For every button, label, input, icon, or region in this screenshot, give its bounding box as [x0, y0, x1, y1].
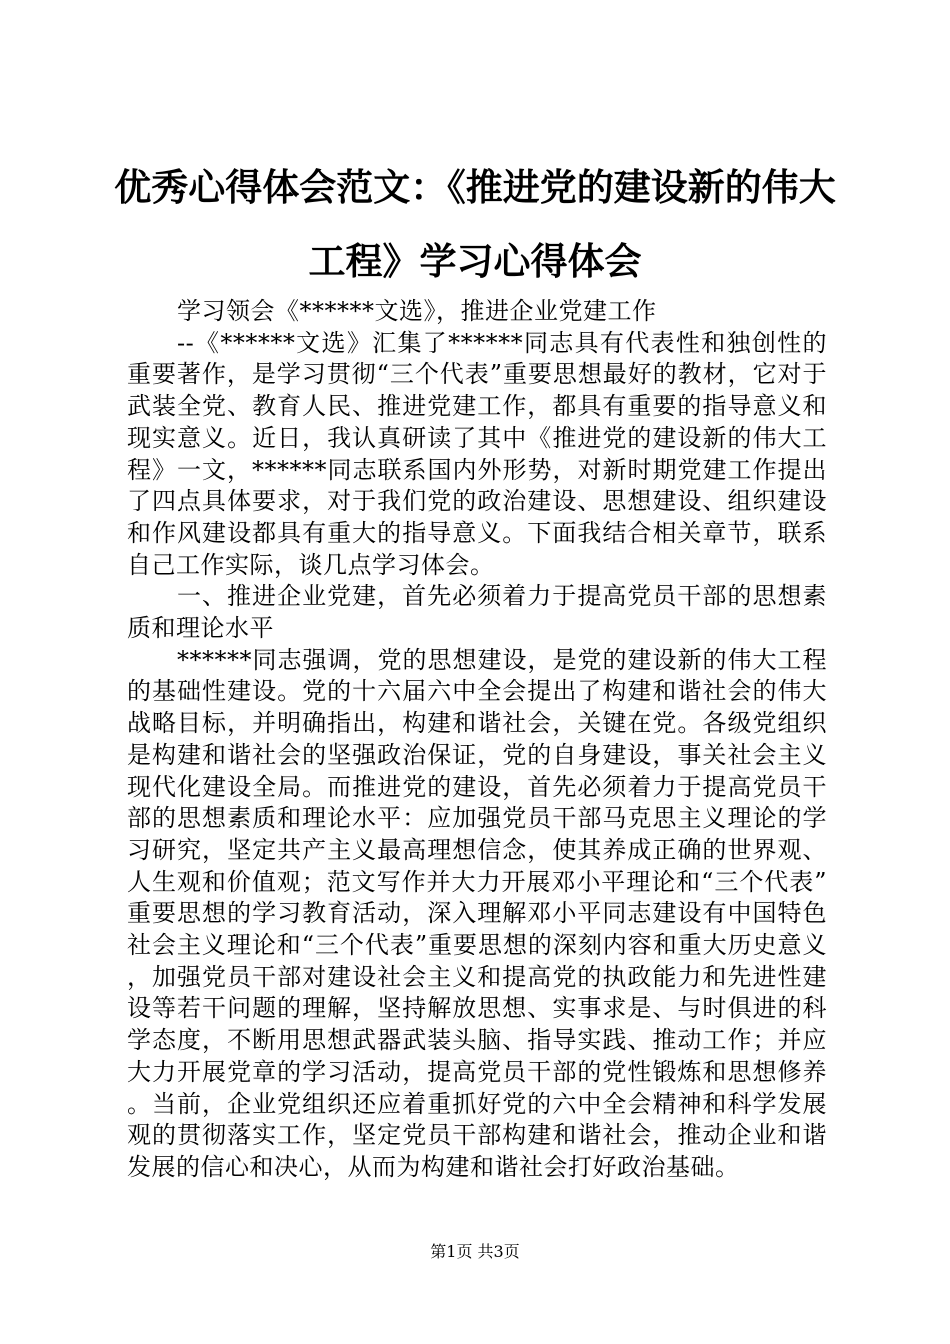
- page-number: 第1页 共3页: [430, 1242, 520, 1261]
- paragraph-intro: --《******文选》汇集了******同志具有代表性和独创性的重要著作，是学习贯彻“三个代表”重要思想最好的教材，它对于武装全党、教育人民、推进党建工作，都具有重要的指导意义和现实意义。近日，我认真研读了其中《推进党的建设新的伟大工程》一文，******同志联系国内外形势，对新时期党建工作提出了四点具体要求，对于我们党的政治建设、思想建设、组织建设和作风建设都具有重大的指导意义。下面我结合相关章节，联系自己工作实际，谈几点学习体会。: [127, 328, 827, 579]
- title-line-1: 优秀心得体会范文：《推进党的建设新的伟大: [114, 165, 836, 209]
- document-title: [110, 150, 840, 298]
- paragraph-section-1: ******同志强调，党的思想建设，是党的建设新的伟大工程的基础性建设。党的十六届六中全会提出了构建和谐社会的伟大战略目标，并明确指出，构建和谐社会，关键在党。各级党组织是构建和谐社会的坚强政治保证，党的自身建设，事关社会主义现代化建设全局。而推进党的建设，首先必须着力于提高党员干部的思想素质和理论水平：应加强党员干部马克思主义理论的学习研究，坚定共产主义最高理想信念，使其养成正确的世界观、人生观和价值观；范文写作并大力开展邓小平理论和“三个代表”重要思想的学习教育活动，深入理解邓小平同志建设有中国特色社会主义理论和“三个代表”重要思想的深刻内容和重大历史意义，加强党员干部对建设社会主义和提高党的执政能力和先进性建设等若干问题的理解，坚持解放思想、实事求是、与时俱进的科学态度，不断用思想武器武装头脑、指导实践、推动工作；并应大力开展党章的学习活动，提高党员干部的党性锻炼和思想修养。当前，企业党组织还应着重抓好党的六中全会精神和科学发展观的贯彻落实工作，坚定党员干部构建和谐社会，推动企业和谐发展的信心和决心，从而为构建和谐社会打好政治基础。: [127, 645, 827, 1181]
- subtitle: 学习领会《******文选》，推进企业党建工作: [177, 297, 657, 325]
- document-body: [127, 296, 827, 1184]
- section-heading: 一、推进企业党建，首先必须着力于提高党员干部的思想素质和理论水平: [127, 582, 827, 643]
- title-line-2: 工程》学习心得体会: [308, 239, 642, 283]
